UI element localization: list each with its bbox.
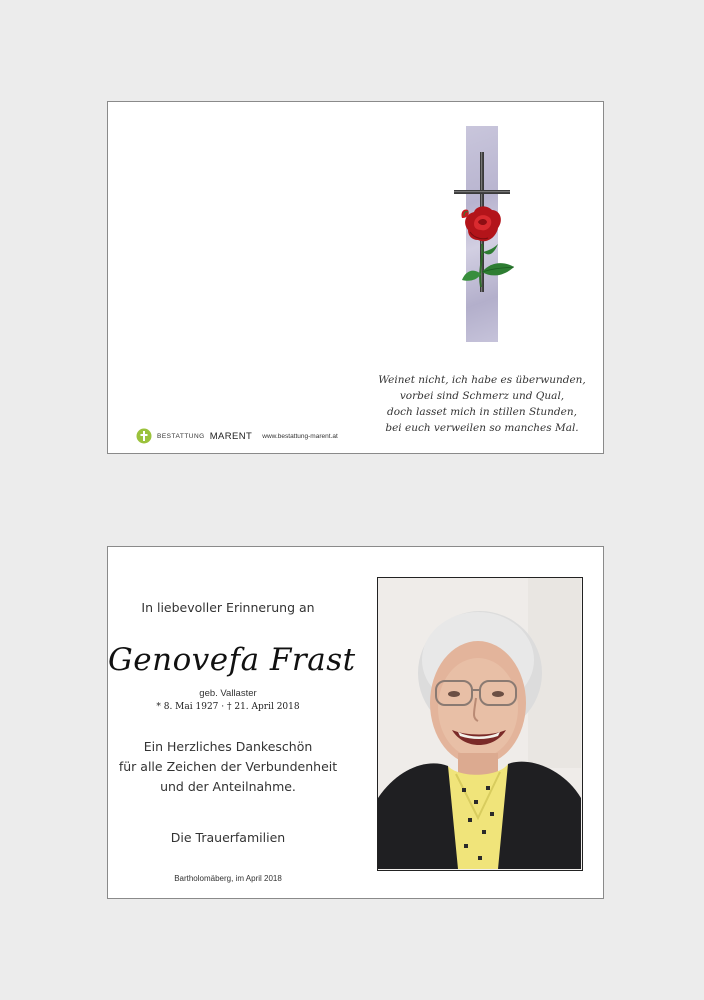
- brand-url[interactable]: www.bestattung-marent.at: [262, 432, 338, 440]
- poem-line: vorbei sind Schmerz und Qual,: [399, 390, 565, 402]
- life-dates: * 8. Mai 1927 · † 21. April 2018: [156, 702, 300, 712]
- thanks-text: [108, 737, 348, 797]
- place-date: Bartholomäberg, im April 2018: [174, 874, 282, 883]
- poem-line: bei euch verweilen so manches Mal.: [385, 422, 579, 434]
- thanks-line: für alle Zeichen der Verbundenheit: [118, 759, 338, 774]
- birth-name: geb. Vallaster: [199, 688, 257, 699]
- brand-prefix: BESTATTUNG: [157, 432, 205, 440]
- brand-name: MARENT: [209, 430, 253, 442]
- signature: Die Trauerfamilien: [170, 830, 286, 845]
- poem: [358, 372, 606, 436]
- brand-footer: [136, 428, 338, 444]
- cross-with-rose-icon: [448, 152, 518, 302]
- card-inside: [107, 546, 604, 899]
- memory-intro: In liebevoller Erinnerung an: [141, 600, 315, 615]
- rose-icon: [461, 206, 500, 241]
- card-front: [107, 101, 604, 454]
- portrait-photo: [377, 577, 583, 871]
- thanks-line: und der Anteilnahme.: [160, 779, 296, 794]
- bestattung-logo-icon: [136, 428, 152, 444]
- thanks-line: Ein Herzliches Dankeschön: [143, 739, 313, 754]
- poem-line: doch lasset mich in stillen Stunden,: [387, 406, 577, 418]
- poem-line: Weinet nicht, ich habe es überwunden,: [378, 374, 586, 386]
- portrait-image: [378, 578, 581, 869]
- deceased-name: Genovefa Frast: [108, 642, 356, 678]
